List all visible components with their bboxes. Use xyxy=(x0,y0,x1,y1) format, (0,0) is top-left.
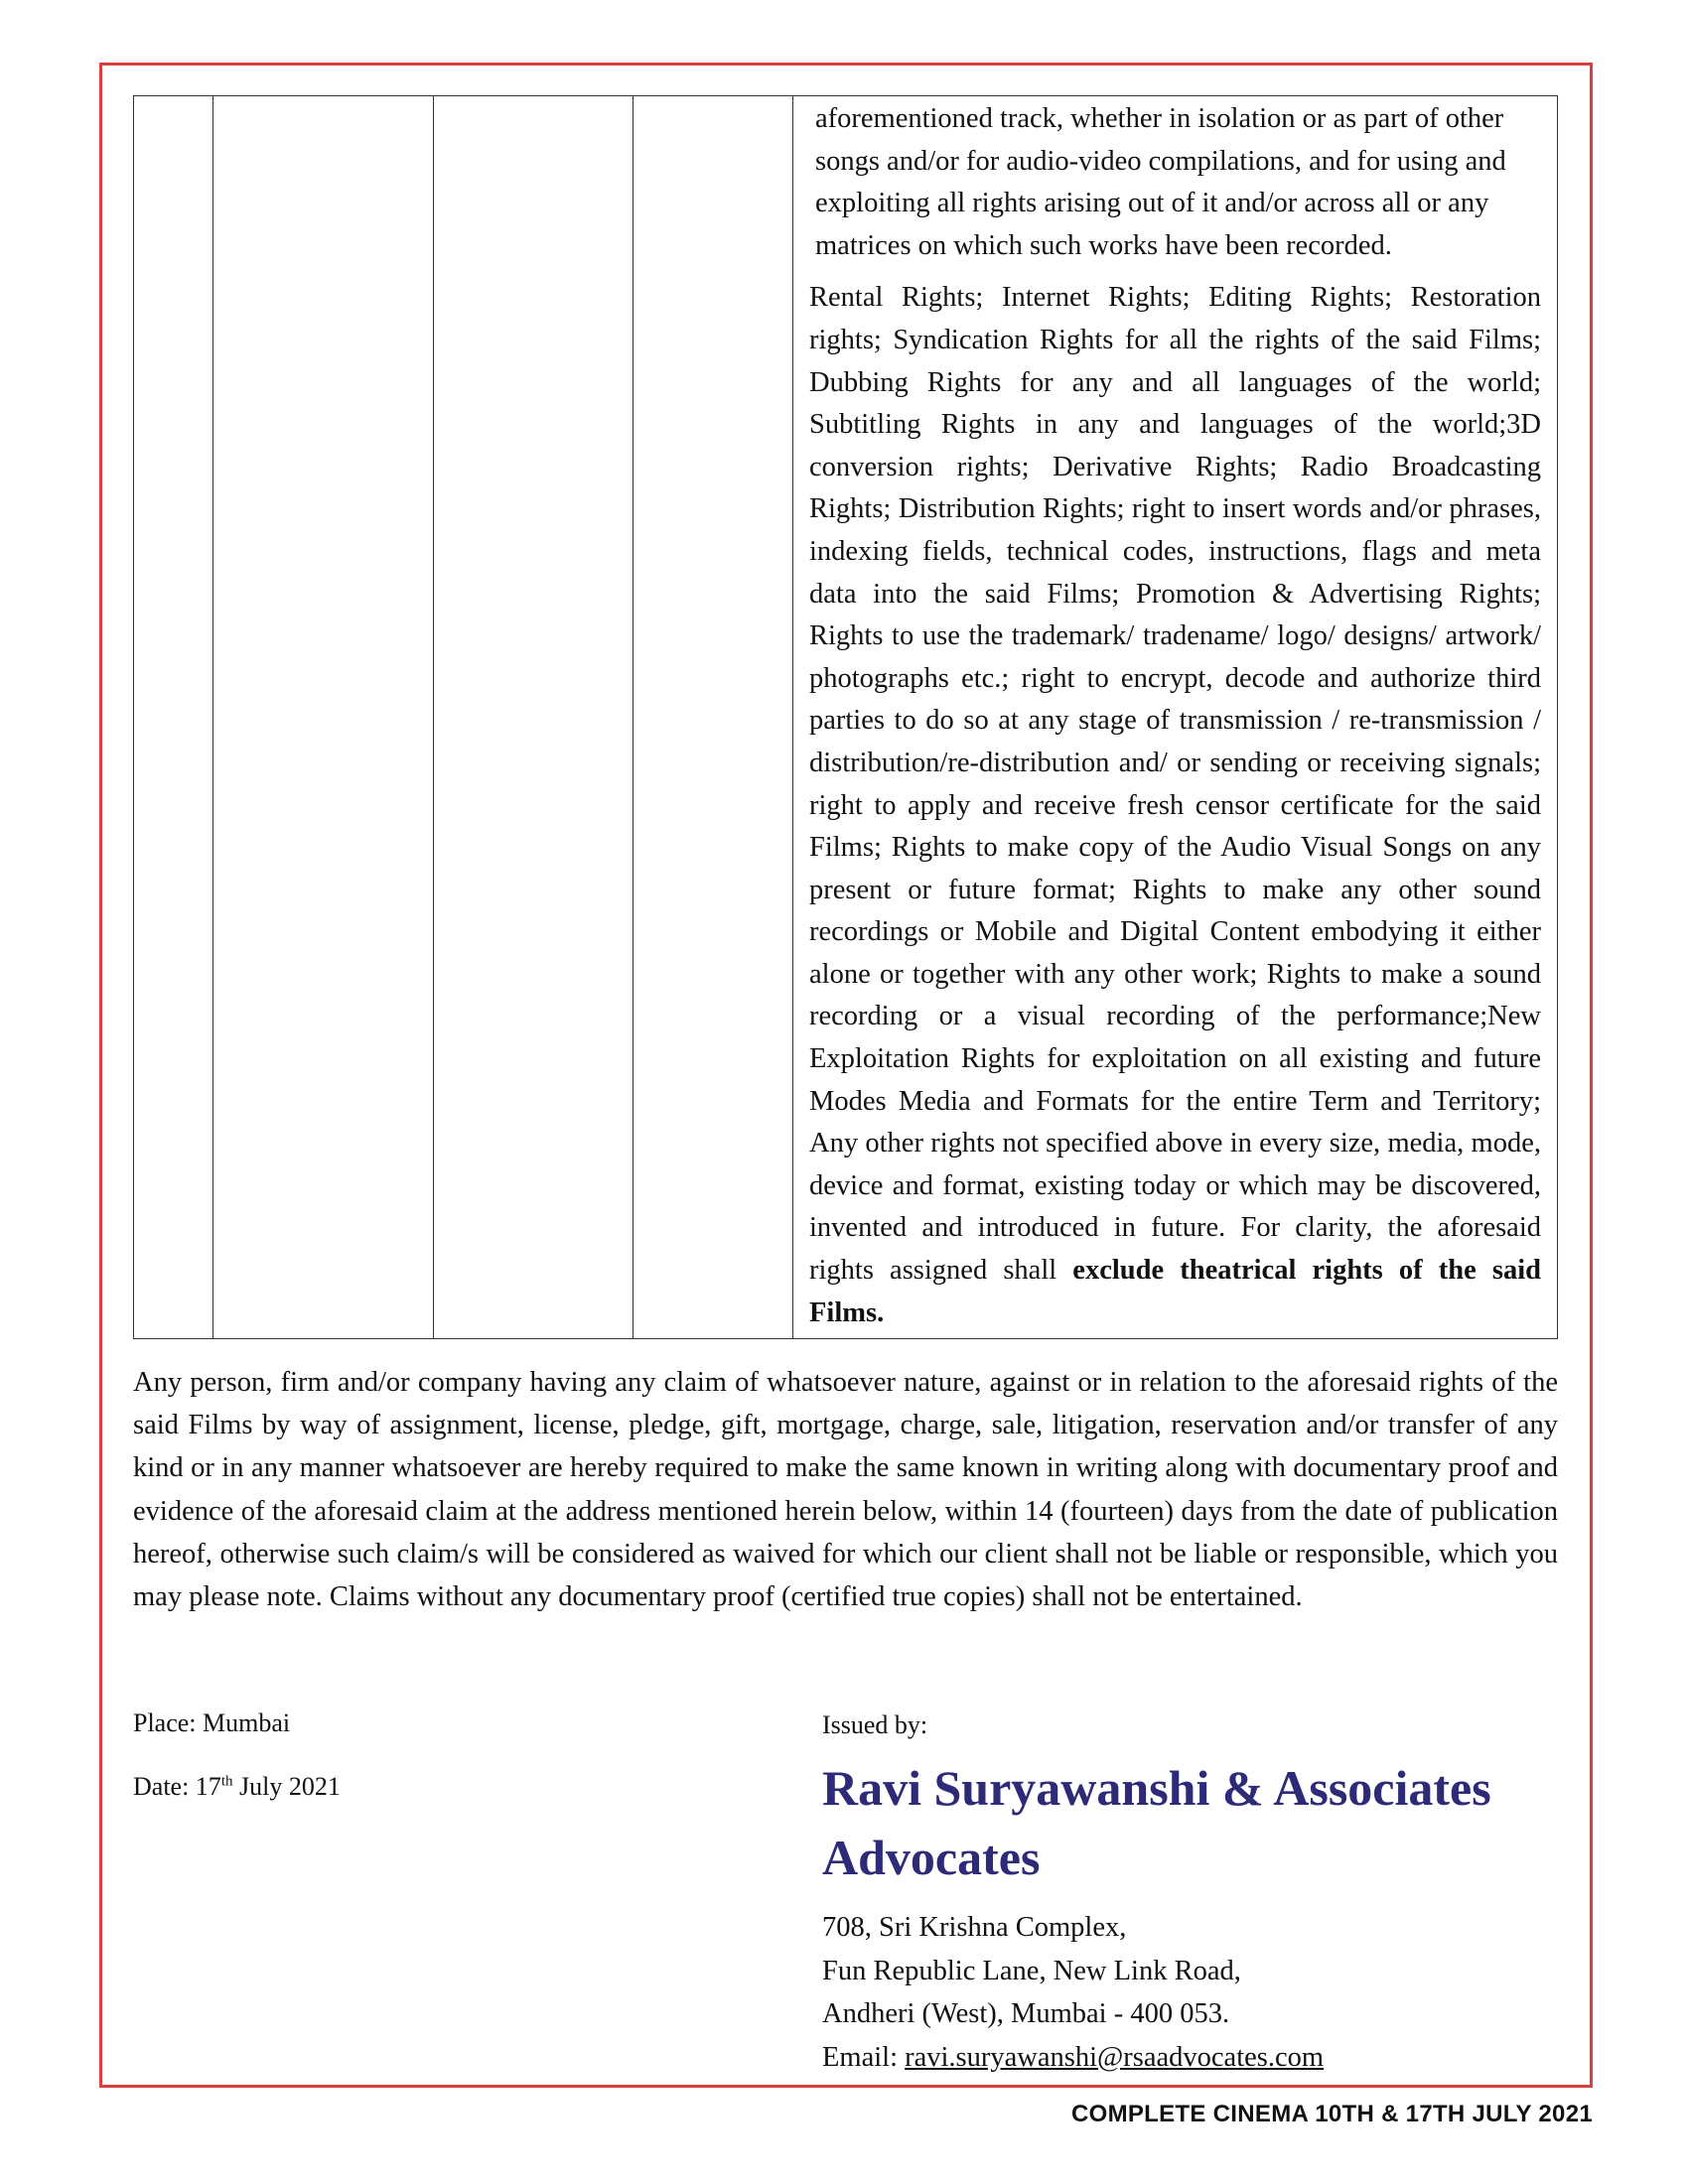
email-line xyxy=(822,2036,1557,2080)
firm-title: Advocates xyxy=(822,1830,1041,1885)
address-line-1: 708, Sri Krishna Complex, xyxy=(822,1912,1127,1943)
address-line-3: Andheri (West), Mumbai - 400 053. xyxy=(822,1998,1230,2029)
table-cell-film-name xyxy=(213,96,434,1339)
footer-publication-label: COMPLETE CINEMA 10TH & 17TH JULY 2021 xyxy=(1070,2101,1593,2127)
email-label: Email: xyxy=(822,2041,906,2073)
date-prefix: Date: 17 xyxy=(133,1772,221,1801)
date-line xyxy=(133,1771,341,1803)
issued-by-label: Issued by: xyxy=(822,1710,928,1739)
table-row xyxy=(134,96,1558,1339)
rights-table xyxy=(133,95,1558,1339)
place-line: Place: Mumbai xyxy=(133,1708,291,1737)
table-cell-language xyxy=(434,96,633,1339)
notice-body-paragraph: Any person, firm and/or company having any claim of whatsoever nature, against or in relation to the aforesaid rights of the said Films by way of assignment, license, pledge, gift, mortgage, charge, sale, litigation, reservation and/or transfer of any kind or in any manner whatsoever are hereby required to make the same known in writing along with documentary proof and evidence of the aforesaid claim at the address mentioned herein below, within 14 (fourteen) days from the date of publication hereof, otherwise such claim/s will be considered as waived for which our client shall not be liable or responsible, which you may please note. Claims without any documentary proof (certified true copies) shall not be entertained. xyxy=(133,1367,1558,1613)
date-ordinal: th xyxy=(220,1773,233,1790)
rights-paragraph-track: aforementioned track, whether in isolation or as part of other songs and/or for audio-video compilations, and for using and exploiting all rights arising out of it and/or across all or any matrices on which such works have been recorded. xyxy=(815,103,1506,261)
date-rest: July 2021 xyxy=(232,1772,341,1801)
table-cell-rights xyxy=(793,96,1558,1339)
rights-list-text: Rental Rights; Internet Rights; Editing Rights; Restoration rights; Syndication Rights for all the rights of the said Films; Dubbing Rights for any and all languages of the world; Subtitling Rights in any and languages of the world;3D conversion rights; Derivative Rights; Radio Broadcasting Rights; Distribution Rights; right to insert words and/or phrases, indexing fields, technical codes, instructions, flags and meta data into the said Films; Promotion & Advertising Rights; Rights to use the trademark/ tradename/ logo/ designs/ artwork/ photographs etc.; right to encrypt, decode and authorize third parties to do so at any stage of transmission / re-transmission / distribution/re-distribution and/ or sending or receiving signals; right to apply and receive fresh censor certificate for the said Films; Rights to make copy of the Audio Visual Songs on any present or future format; Rights to make any other sound recordings or Mobile and Digital Content embodying it either alone or together with any other work; Rights to make a sound recording or a visual recording of the performance;New Exploitation Rights for exploitation on all existing and future Modes Media and Formats for the entire Term and Territory; Any other rights not specified above in every size, media, mode, device and format, existing today or which may be discovered, invented and introduced in future. For clarity, the aforesaid rights assigned shall xyxy=(809,282,1541,1287)
rights-exclusion-text: exclude theatrical rights of the said Films. xyxy=(809,1255,1541,1328)
table-cell-year xyxy=(633,96,793,1339)
firm-name: Ravi Suryawanshi & Associates xyxy=(822,1760,1491,1816)
rights-paragraph-list xyxy=(807,277,1543,1338)
email-link[interactable]: ravi.suryawanshi@rsaadvocates.com xyxy=(905,2041,1325,2073)
table-cell-serial xyxy=(134,96,213,1339)
issuer-block xyxy=(822,1709,1557,2079)
address-line-2: Fun Republic Lane, New Link Road, xyxy=(822,1955,1241,1986)
